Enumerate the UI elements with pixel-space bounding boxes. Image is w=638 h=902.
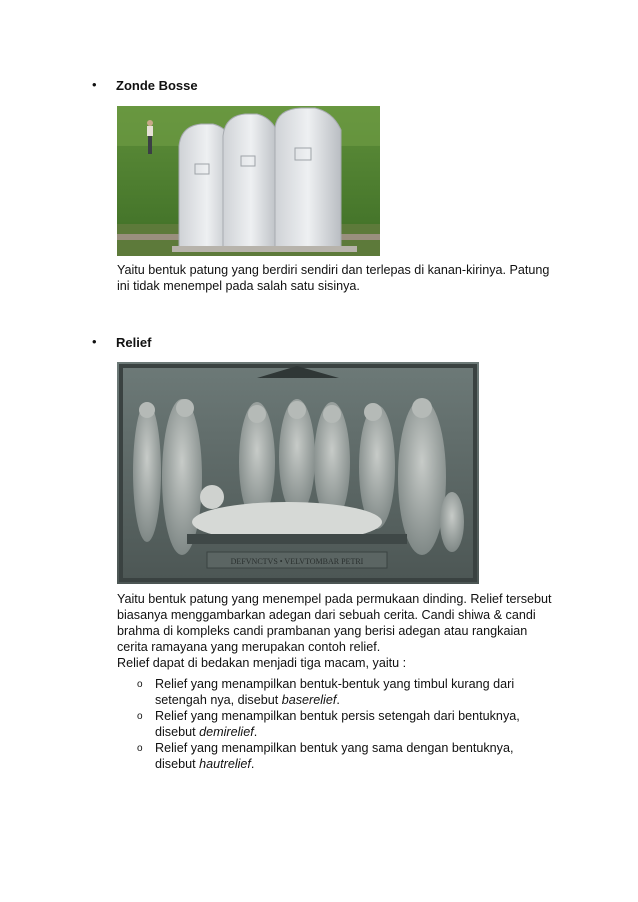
circle-bullet-icon: o <box>137 711 143 722</box>
relief-type-item: Relief yang menampilkan bentuk-bentuk yang timbul kurang dari setengah nya, disebut baserelief. <box>155 677 515 707</box>
paragraph-line: Relief dapat di bedakan menjadi tiga macam, yaitu : <box>117 656 407 670</box>
paragraph-line: brahma di kompleks candi prambanan yang berisi adegan atau rangkaian <box>117 624 528 638</box>
paragraph-line: biasanya menggambarkan adegan dari sebuah cerita. Candi shiwa & candi <box>117 608 536 622</box>
circle-bullet-icon: o <box>137 679 143 690</box>
zonde-bosse-photo <box>117 106 380 256</box>
relief-photo <box>117 362 479 584</box>
bullet-icon: • <box>92 334 97 349</box>
relief-term: demirelief <box>199 725 254 739</box>
paragraph-line: cerita ramayana yang merupakan contoh relief. <box>117 640 381 654</box>
relief-term: baserelief <box>281 693 337 707</box>
circle-bullet-icon: o <box>137 743 143 754</box>
paragraph-line: Yaitu bentuk patung yang menempel pada permukaan dinding. Relief tersebut <box>117 592 552 606</box>
section-heading-zonde-bosse: Zonde Bosse <box>116 78 198 93</box>
relief-type-item: Relief yang menampilkan bentuk yang sama dengan bentuknya, disebut hautrelief. <box>155 741 514 771</box>
relief-description <box>117 591 552 671</box>
paragraph-line: Yaitu bentuk patung yang berdiri sendiri dan terlepas di kanan-kirinya. Patung <box>117 263 550 277</box>
relief-term: hautrelief <box>199 757 251 771</box>
zonde-bosse-description <box>117 262 549 294</box>
relief-inscription: DEFVNCTVS • VELVTOMBAR PETRI <box>230 557 364 566</box>
section-heading-relief: Relief <box>116 335 152 350</box>
bullet-icon: • <box>92 77 97 92</box>
paragraph-line: ini tidak menempel pada salah satu sisinya. <box>117 279 360 293</box>
relief-type-item: Relief yang menampilkan bentuk persis setengah dari bentuknya, disebut demirelief. <box>155 709 520 739</box>
